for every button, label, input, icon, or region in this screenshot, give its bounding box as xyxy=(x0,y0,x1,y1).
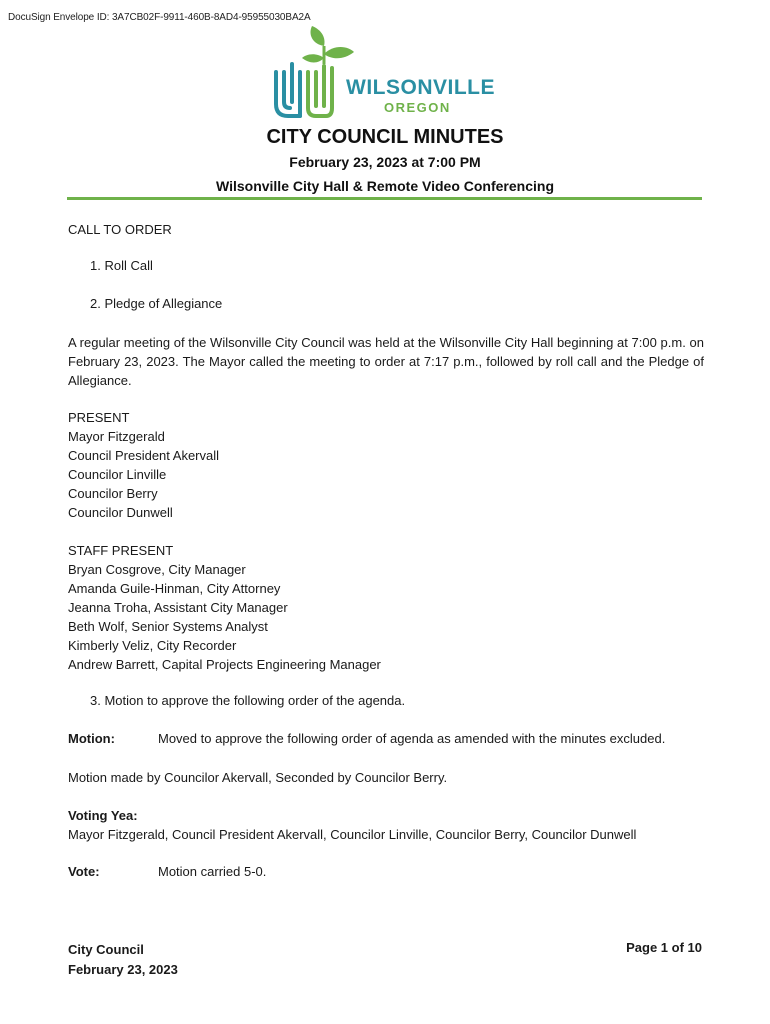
voting-yea-names: Mayor Fitzgerald, Council President Akervall, Councilor Linville, Councilor Berry, Councilor Dunwell xyxy=(68,827,637,842)
intro-paragraph: A regular meeting of the Wilsonville City Council was held at the Wilsonville City Hall beginning at 7:00 p.m. on February 23, 2023. The Mayor called the meeting to order at 7:17 p.m., followed by roll call and the Pledge of Allegiance. xyxy=(68,335,704,388)
staff-member: Amanda Guile-Hinman, City Attorney xyxy=(68,581,281,596)
present-list xyxy=(68,408,219,522)
meeting-date: February 23, 2023 at 7:00 PM xyxy=(289,154,481,170)
motion-text: Moved to approve the following order of agenda as amended with the minutes excluded. xyxy=(158,731,666,746)
header-divider xyxy=(67,197,702,200)
voting-yea-label: Voting Yea: xyxy=(68,808,138,823)
staff-member: Kimberly Veliz, City Recorder xyxy=(68,638,237,653)
staff-member: Jeanna Troha, Assistant City Manager xyxy=(68,600,288,615)
agenda-item-roll-call: 1. Roll Call xyxy=(90,258,153,273)
present-member: Councilor Berry xyxy=(68,486,158,501)
present-member: Councilor Linville xyxy=(68,467,167,482)
present-member: Council President Akervall xyxy=(68,448,220,463)
agenda-item-motion: 3. Motion to approve the following order of the agenda. xyxy=(90,693,406,708)
meeting-location: Wilsonville City Hall & Remote Video Conferencing xyxy=(215,178,554,194)
docusign-envelope-id: DocuSign Envelope ID: 3A7CB02F-9911-460B-8AD4-95955030BA2A xyxy=(8,12,311,23)
page-number: Page 1 of 10 xyxy=(626,940,702,955)
staff-member: Beth Wolf, Senior Systems Analyst xyxy=(68,619,268,634)
staff-member: Andrew Barrett, Capital Projects Engineering Manager xyxy=(68,657,381,672)
page-title: CITY COUNCIL MINUTES xyxy=(266,126,504,148)
staff-heading: STAFF PRESENT xyxy=(68,543,174,558)
motion-made-text: Motion made by Councilor Akervall, Seconded by Councilor Berry. xyxy=(68,770,448,785)
motion-label: Motion: xyxy=(68,731,115,746)
footer-org: City Council xyxy=(68,942,144,957)
footer-date: February 23, 2023 xyxy=(68,962,178,977)
staff-list xyxy=(68,541,381,674)
present-member: Mayor Fitzgerald xyxy=(68,429,165,444)
section-heading-call-to-order: CALL TO ORDER xyxy=(68,222,172,237)
vote-result: Motion carried 5-0. xyxy=(158,864,267,879)
logo-city-name: WILSONVILLE xyxy=(346,76,495,99)
vote-label: Vote: xyxy=(68,864,100,879)
staff-member: Bryan Cosgrove, City Manager xyxy=(68,562,246,577)
agenda-item-pledge: 2. Pledge of Allegiance xyxy=(90,296,223,311)
present-member: Councilor Dunwell xyxy=(68,505,173,520)
logo-state-name: OREGON xyxy=(384,100,451,115)
present-heading: PRESENT xyxy=(68,410,130,425)
footer-left xyxy=(68,940,178,980)
